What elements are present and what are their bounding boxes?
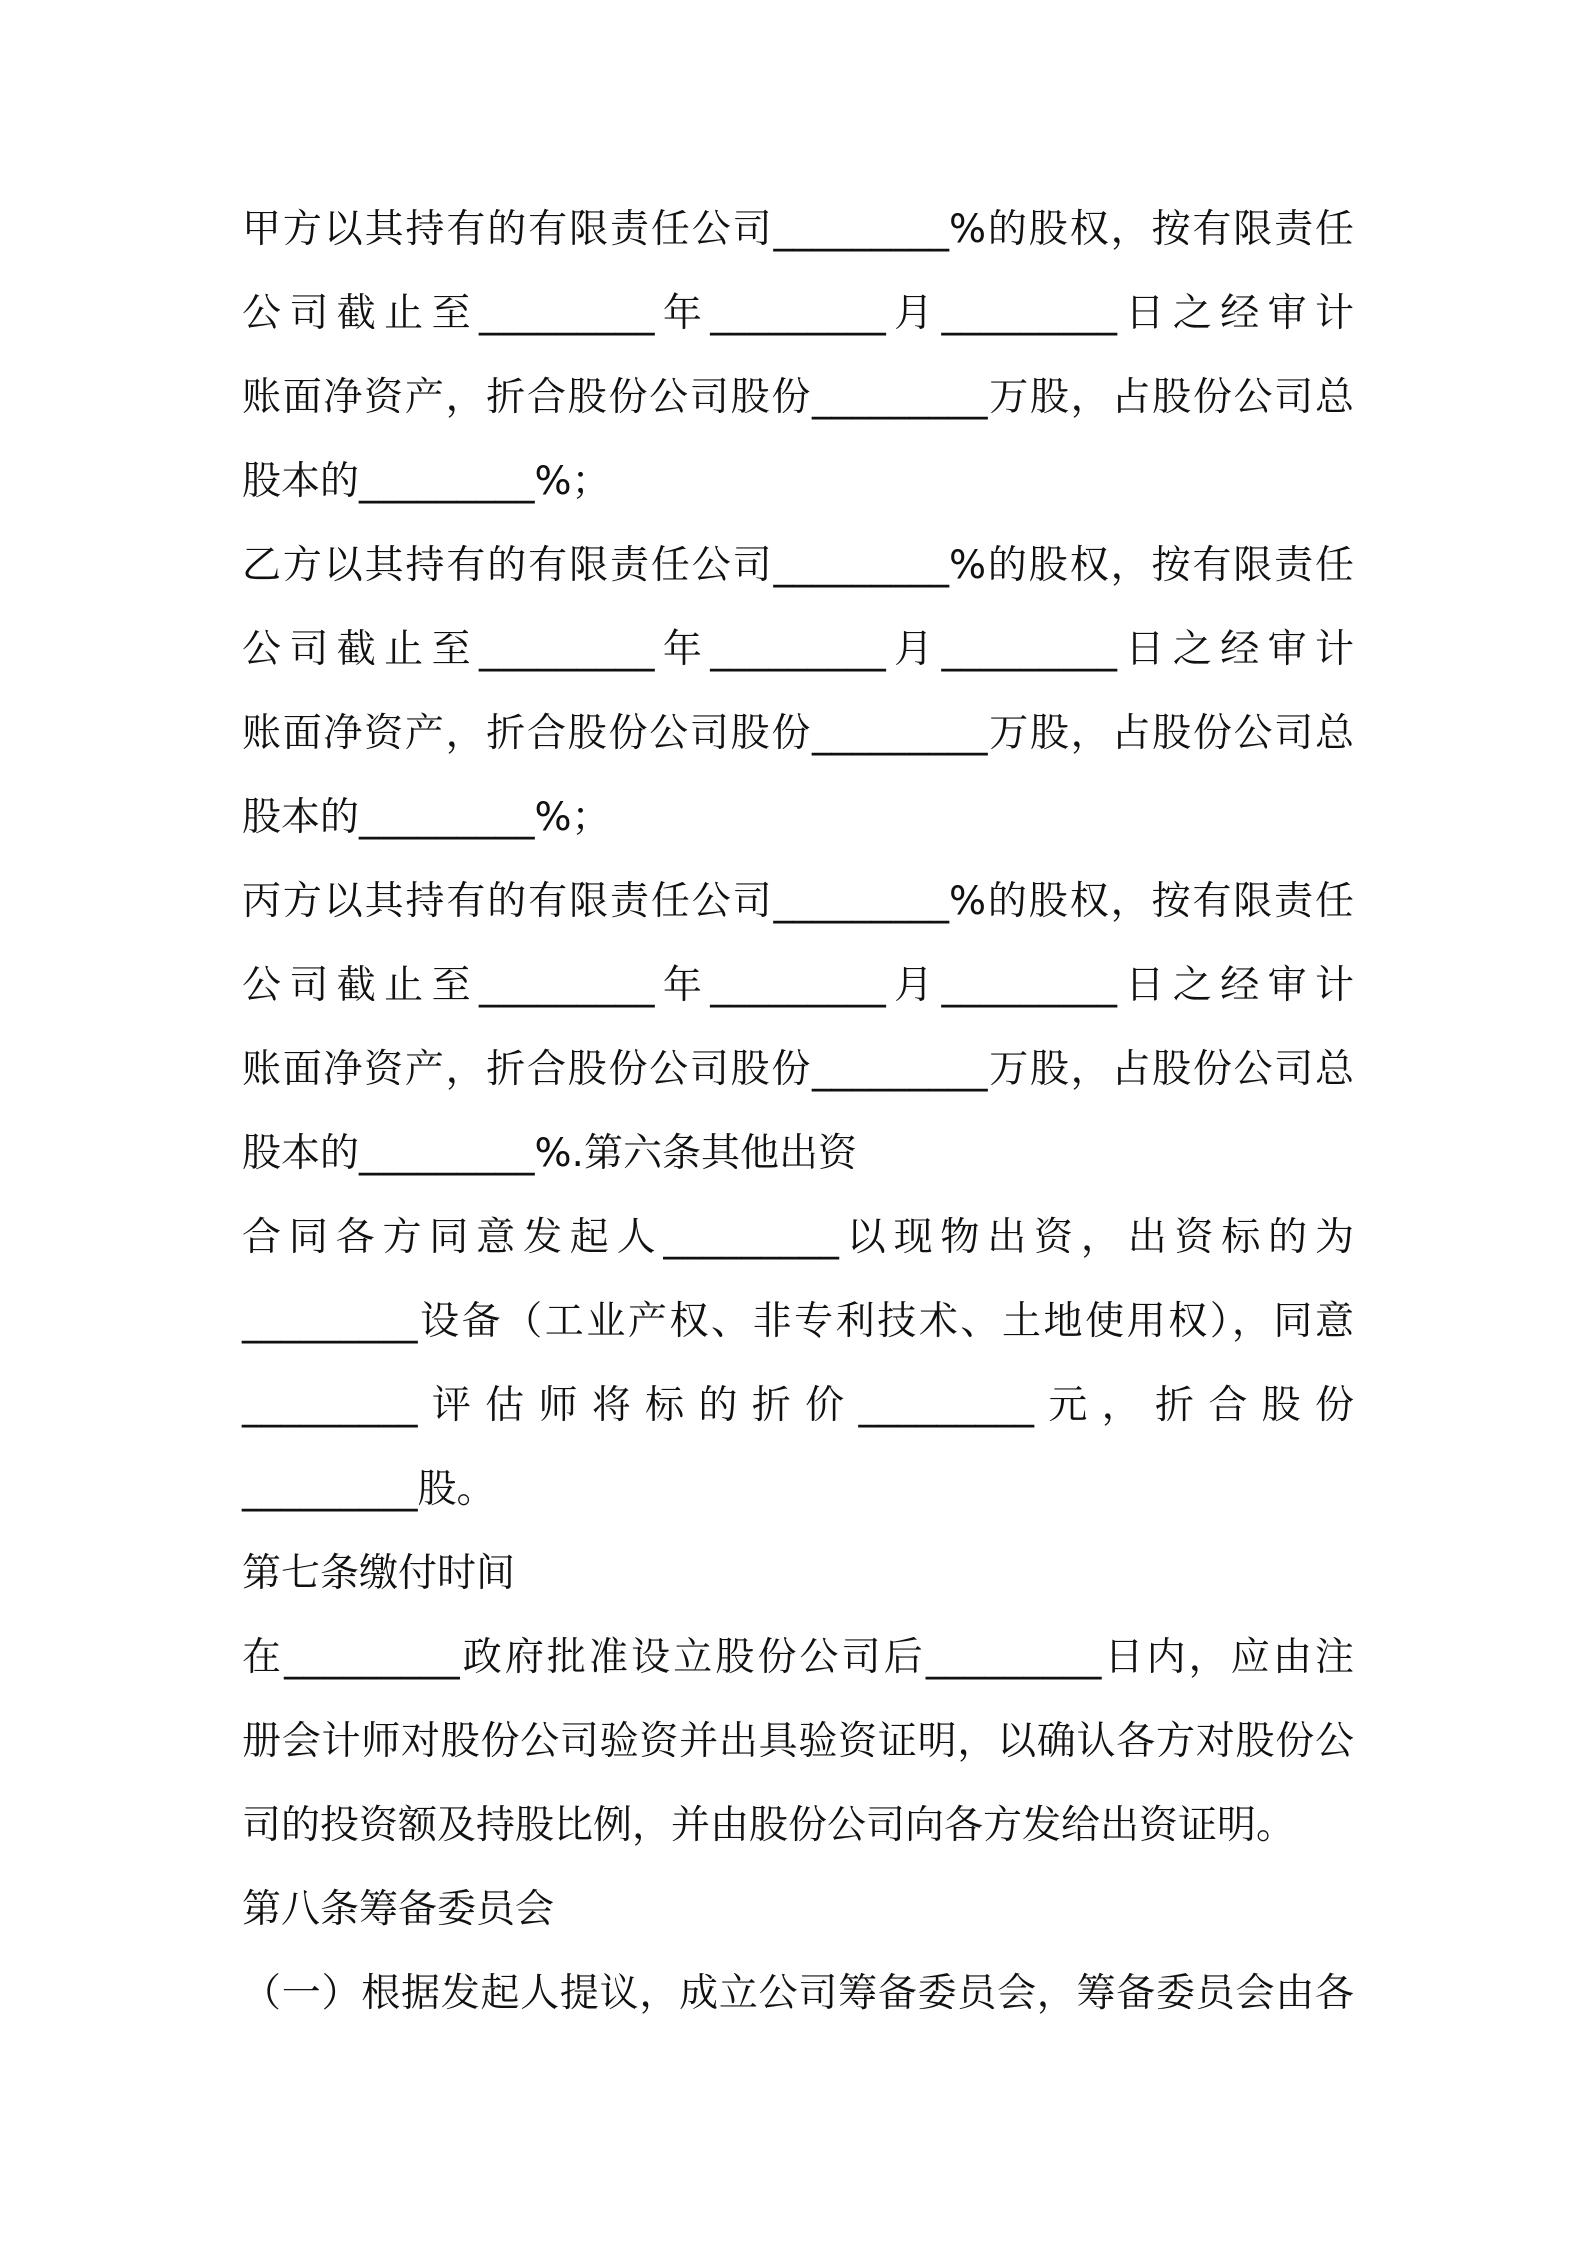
paragraph-line: 股本的_________%； (242, 459, 611, 504)
paragraph-line: _________设备（工业产权、非专利技术、土地使用权），同意 (242, 1299, 1354, 1344)
paragraph-line: 账面净资产，折合股份公司股份_________万股，占股份公司总 (242, 375, 1354, 420)
paragraph-line: 账面净资产，折合股份公司股份_________万股，占股份公司总 (242, 711, 1354, 756)
paragraph-line: 公司截止至_________年_________月_________日之经审计 (242, 627, 1354, 672)
paragraph-line: 乙方以其持有的有限责任公司_________%的股权，按有限责任 (242, 543, 1354, 588)
section-heading: 第七条缴付时间 (242, 1551, 516, 1596)
paragraph-line: 账面净资产，折合股份公司股份_________万股，占股份公司总 (242, 1047, 1354, 1092)
paragraph-line: 公司截止至_________年_________月_________日之经审计 (242, 291, 1354, 336)
paragraph-line: 合同各方同意发起人_________以现物出资，出资标的为 (242, 1215, 1354, 1260)
paragraph-line: 册会计师对股份公司验资并出具验资证明，以确认各方对股份公 (242, 1719, 1354, 1764)
paragraph-line: （一）根据发起人提议，成立公司筹备委员会，筹备委员会由各 (242, 1971, 1354, 2016)
paragraph-line: _________评估师将标的折价_________元，折合股份 (242, 1383, 1354, 1428)
section-heading: 第八条筹备委员会 (242, 1887, 555, 1932)
paragraph-line: _________股。 (242, 1467, 496, 1512)
paragraph-line: 在_________政府批准设立股份公司后_________日内，应由注 (242, 1635, 1354, 1680)
paragraph-line: 甲方以其持有的有限责任公司_________%的股权，按有限责任 (242, 207, 1354, 252)
paragraph-line: 公司截止至_________年_________月_________日之经审计 (242, 963, 1354, 1008)
paragraph-line: 股本的_________%.第六条其他出资 (242, 1131, 857, 1176)
paragraph-line: 股本的_________%； (242, 795, 611, 840)
paragraph-line: 丙方以其持有的有限责任公司_________%的股权，按有限责任 (242, 879, 1354, 924)
paragraph-line: 司的投资额及持股比例，并由股份公司向各方发给出资证明。 (242, 1803, 1296, 1848)
